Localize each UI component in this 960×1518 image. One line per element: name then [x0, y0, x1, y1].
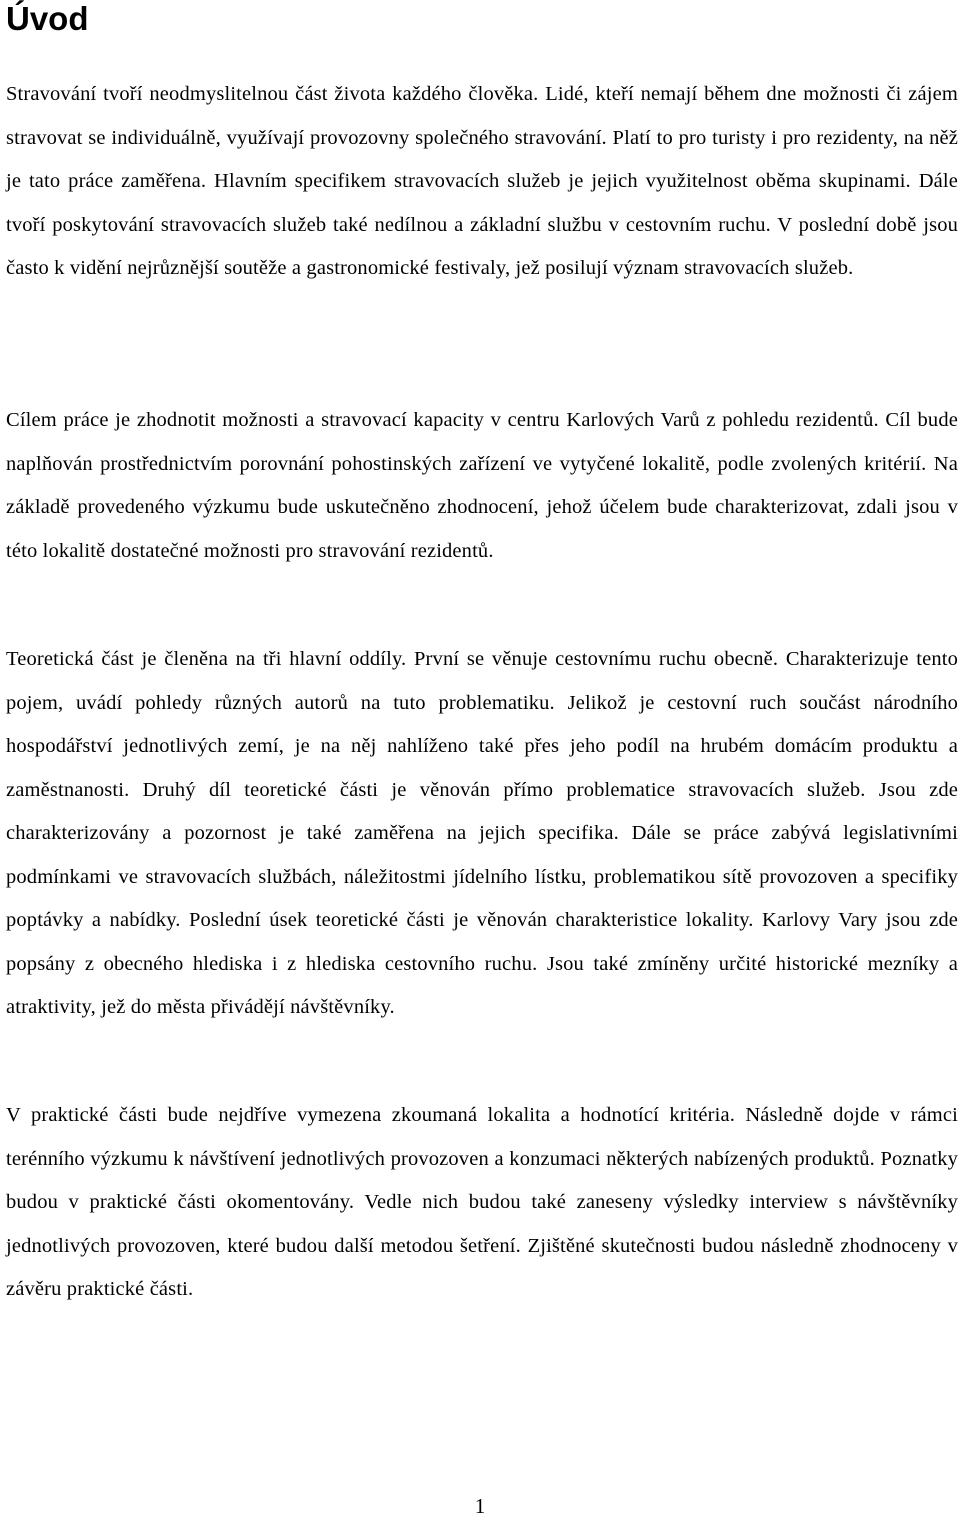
section-heading: Úvod — [6, 0, 89, 37]
paragraph-theory: Teoretická část je členěna na tři hlavní oddíly. První se věnuje cestovnímu ruchu obecně. Charakterizuje tento pojem, uvádí pohledy různých autorů na tuto problematiku. Jelikož je cestovní ruch součást národního hospodářství jednotlivých zemí, je na něj nahlíženo také přes jeho podíl na hrubém domácím produktu a zaměstnanosti. Druhý díl teoretické části je věnován přímo problematice stravovacích služeb. Jsou zde charakterizovány a pozornost je také zaměřena na jejich specifika. Dále se práce zabývá legislativními podmínkami ve stravovacích službách, náležitostmi jídelního lístku, problematikou sítě provozoven a specifiky poptávky a nabídky. Poslední úsek teoretické části je věnován charakteristice lokality. Karlovy Vary jsou zde popsány z obecného hlediska i z hlediska cestovního ruchu. Jsou také zmíněny určité historické mezníky a atraktivity, jež do města přivádějí návštěvníky. — [6, 648, 958, 1018]
paragraph-goal: Cílem práce je zhodnotit možnosti a stravovací kapacity v centru Karlových Varů z pohledu rezidentů. Cíl bude naplňován prostřednictvím porovnání pohostinských zařízení ve vytyčené lokalitě, podle zvolených kritérií. Na základě provedeného výzkumu bude uskutečněno zhodnocení, jehož účelem bude charakterizovat, zdali jsou v této lokalitě dostatečné možnosti pro stravování rezidentů. — [6, 409, 958, 562]
paragraph-intro: Stravování tvoří neodmyslitelnou část života každého člověka. Lidé, kteří nemají během dne možnosti či zájem stravovat se individuálně, využívají provozovny společného stravování. Platí to pro turisty i pro rezidenty, na něž je tato práce zaměřena. Hlavním specifikem stravovacích služeb je jejich využitelnost oběma skupinami. Dále tvoří poskytování stravovacích služeb také nedílnou a základní službu v cestovním ruchu. V poslední době jsou často k vidění nejrůznější soutěže a gastronomické festivaly, jež posilují význam stravovacích služeb. — [6, 83, 958, 279]
paragraph-practice: V praktické části bude nejdříve vymezena zkoumaná lokalita a hodnotící kritéria. Následně dojde v rámci terénního výzkumu k návštívení jednotlivých provozoven a konzumaci některých nabízených produktů. Poznatky budou v praktické části okomentovány. Vedle nich budou také zaneseny výsledky interview s návštěvníky jednotlivých provozoven, které budou další metodou šetření. Zjištěné skutečnosti budou následně zhodnoceny v závěru praktické části. — [6, 1104, 958, 1300]
page-number: 1 — [474, 1494, 486, 1518]
